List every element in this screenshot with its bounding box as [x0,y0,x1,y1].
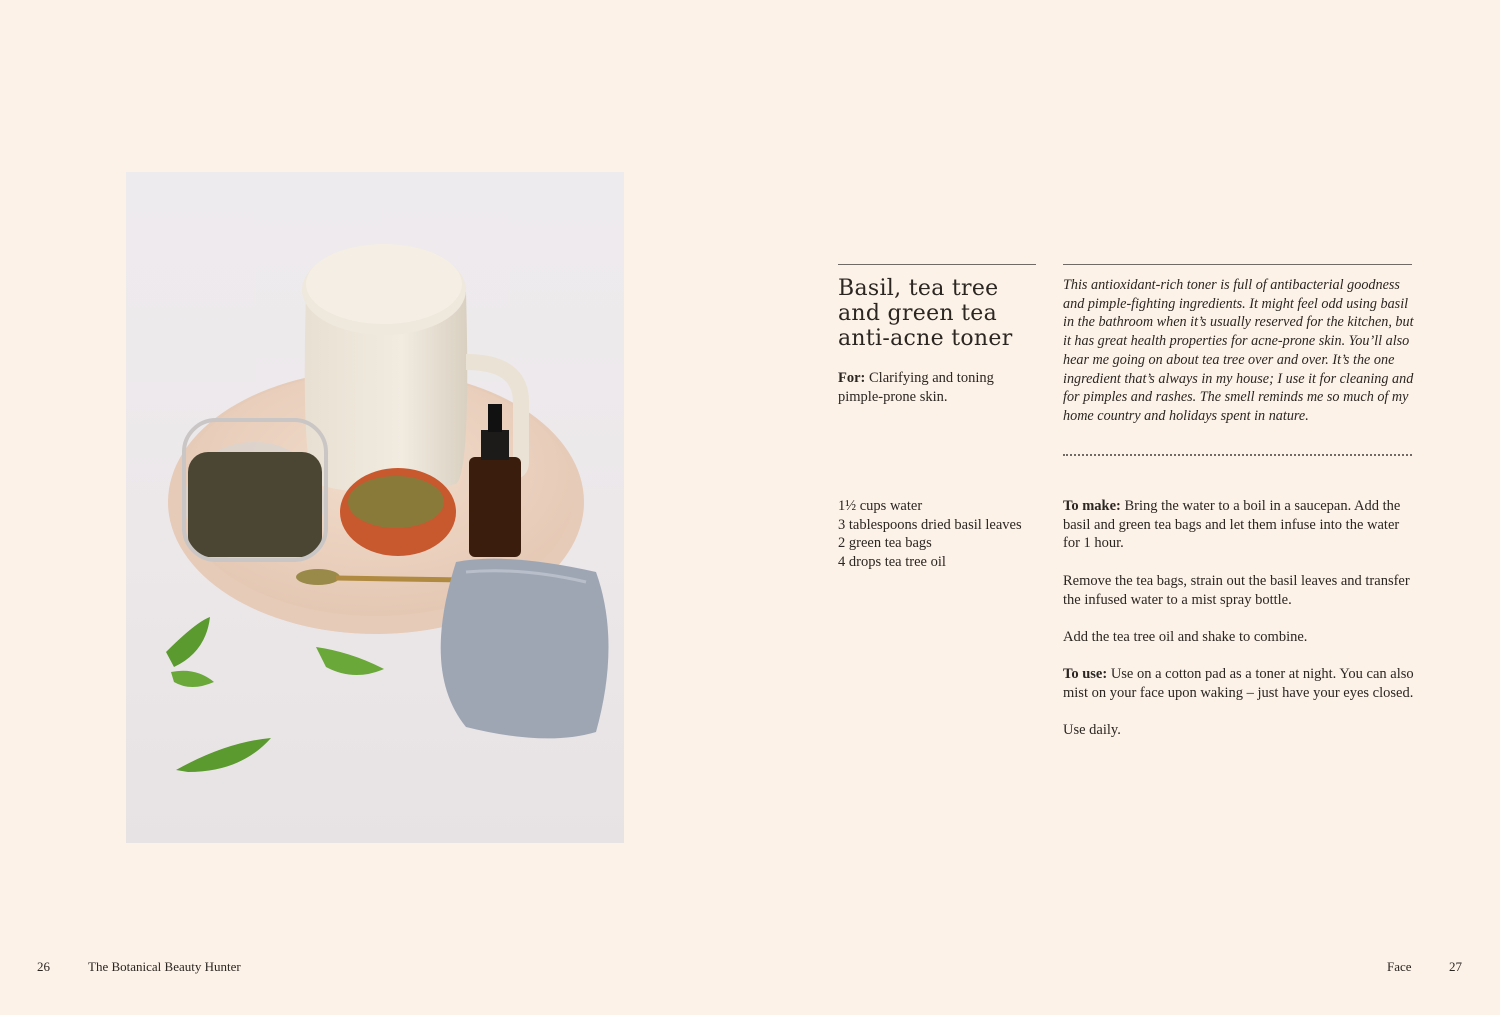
ingredient-item: 4 drops tea tree oil [838,554,946,571]
for-text: Clarifying and toning pimple-prone skin. [838,370,994,405]
book-title: The Botanical Beauty Hunter [88,959,241,974]
for-line [838,369,1038,407]
right-page-number: 27 [1449,959,1462,974]
make-text: Bring the water to a boil in a saucepan. Add the basil and green tea bags and let them infuse into the water for 1 hour. [1063,498,1401,552]
intro-top-rule [1063,264,1412,265]
ingredient-item: 1½ cups water [838,498,923,514]
recipe-intro: This antioxidant-rich toner is full of antibacterial goodness and pimple-fighting ingredients. It might feel odd using basil in the bathroom when it’s usually reserved for the kitchen, but it has great health properties for acne-prone skin. You’ll also hear me going on about tea tree over and over. It’s the one ingredient that’s always in my house; I use it for cleaning and for pimples and rashes. The smell reminds me so much of my home country and holidays spent in nature. [1063,277,1414,424]
method-step-2: Remove the tea bags, strain out the basil leaves and transfer the infused water to a mist spray bottle. [1063,572,1410,608]
recipe-photo [126,172,624,843]
make-label: To make: [1063,498,1121,514]
method-step-3: Add the tea tree oil and shake to combine. [1063,628,1308,645]
ingredients-list [838,497,1053,572]
intro-dotted-rule [1063,454,1412,456]
section-name: Face [1387,959,1412,974]
method-use [1063,665,1415,702]
ingredient-item: 2 green tea bags [838,535,932,552]
ingredient-item: 3 tablespoons dried basil leaves [838,516,1022,533]
left-page-number: 26 [37,959,50,974]
method [1063,497,1415,759]
method-make [1063,497,1415,553]
recipe-title: Basil, tea tree and green tea anti-acne toner [838,276,1013,351]
title-top-rule [838,264,1036,265]
for-label: For: [838,370,866,386]
method-frequency: Use daily. [1063,722,1121,739]
use-text: Use on a cotton pad as a toner at night. You can also mist on your face upon waking – just have your eyes closed. [1063,666,1414,701]
use-label: To use: [1063,666,1108,683]
